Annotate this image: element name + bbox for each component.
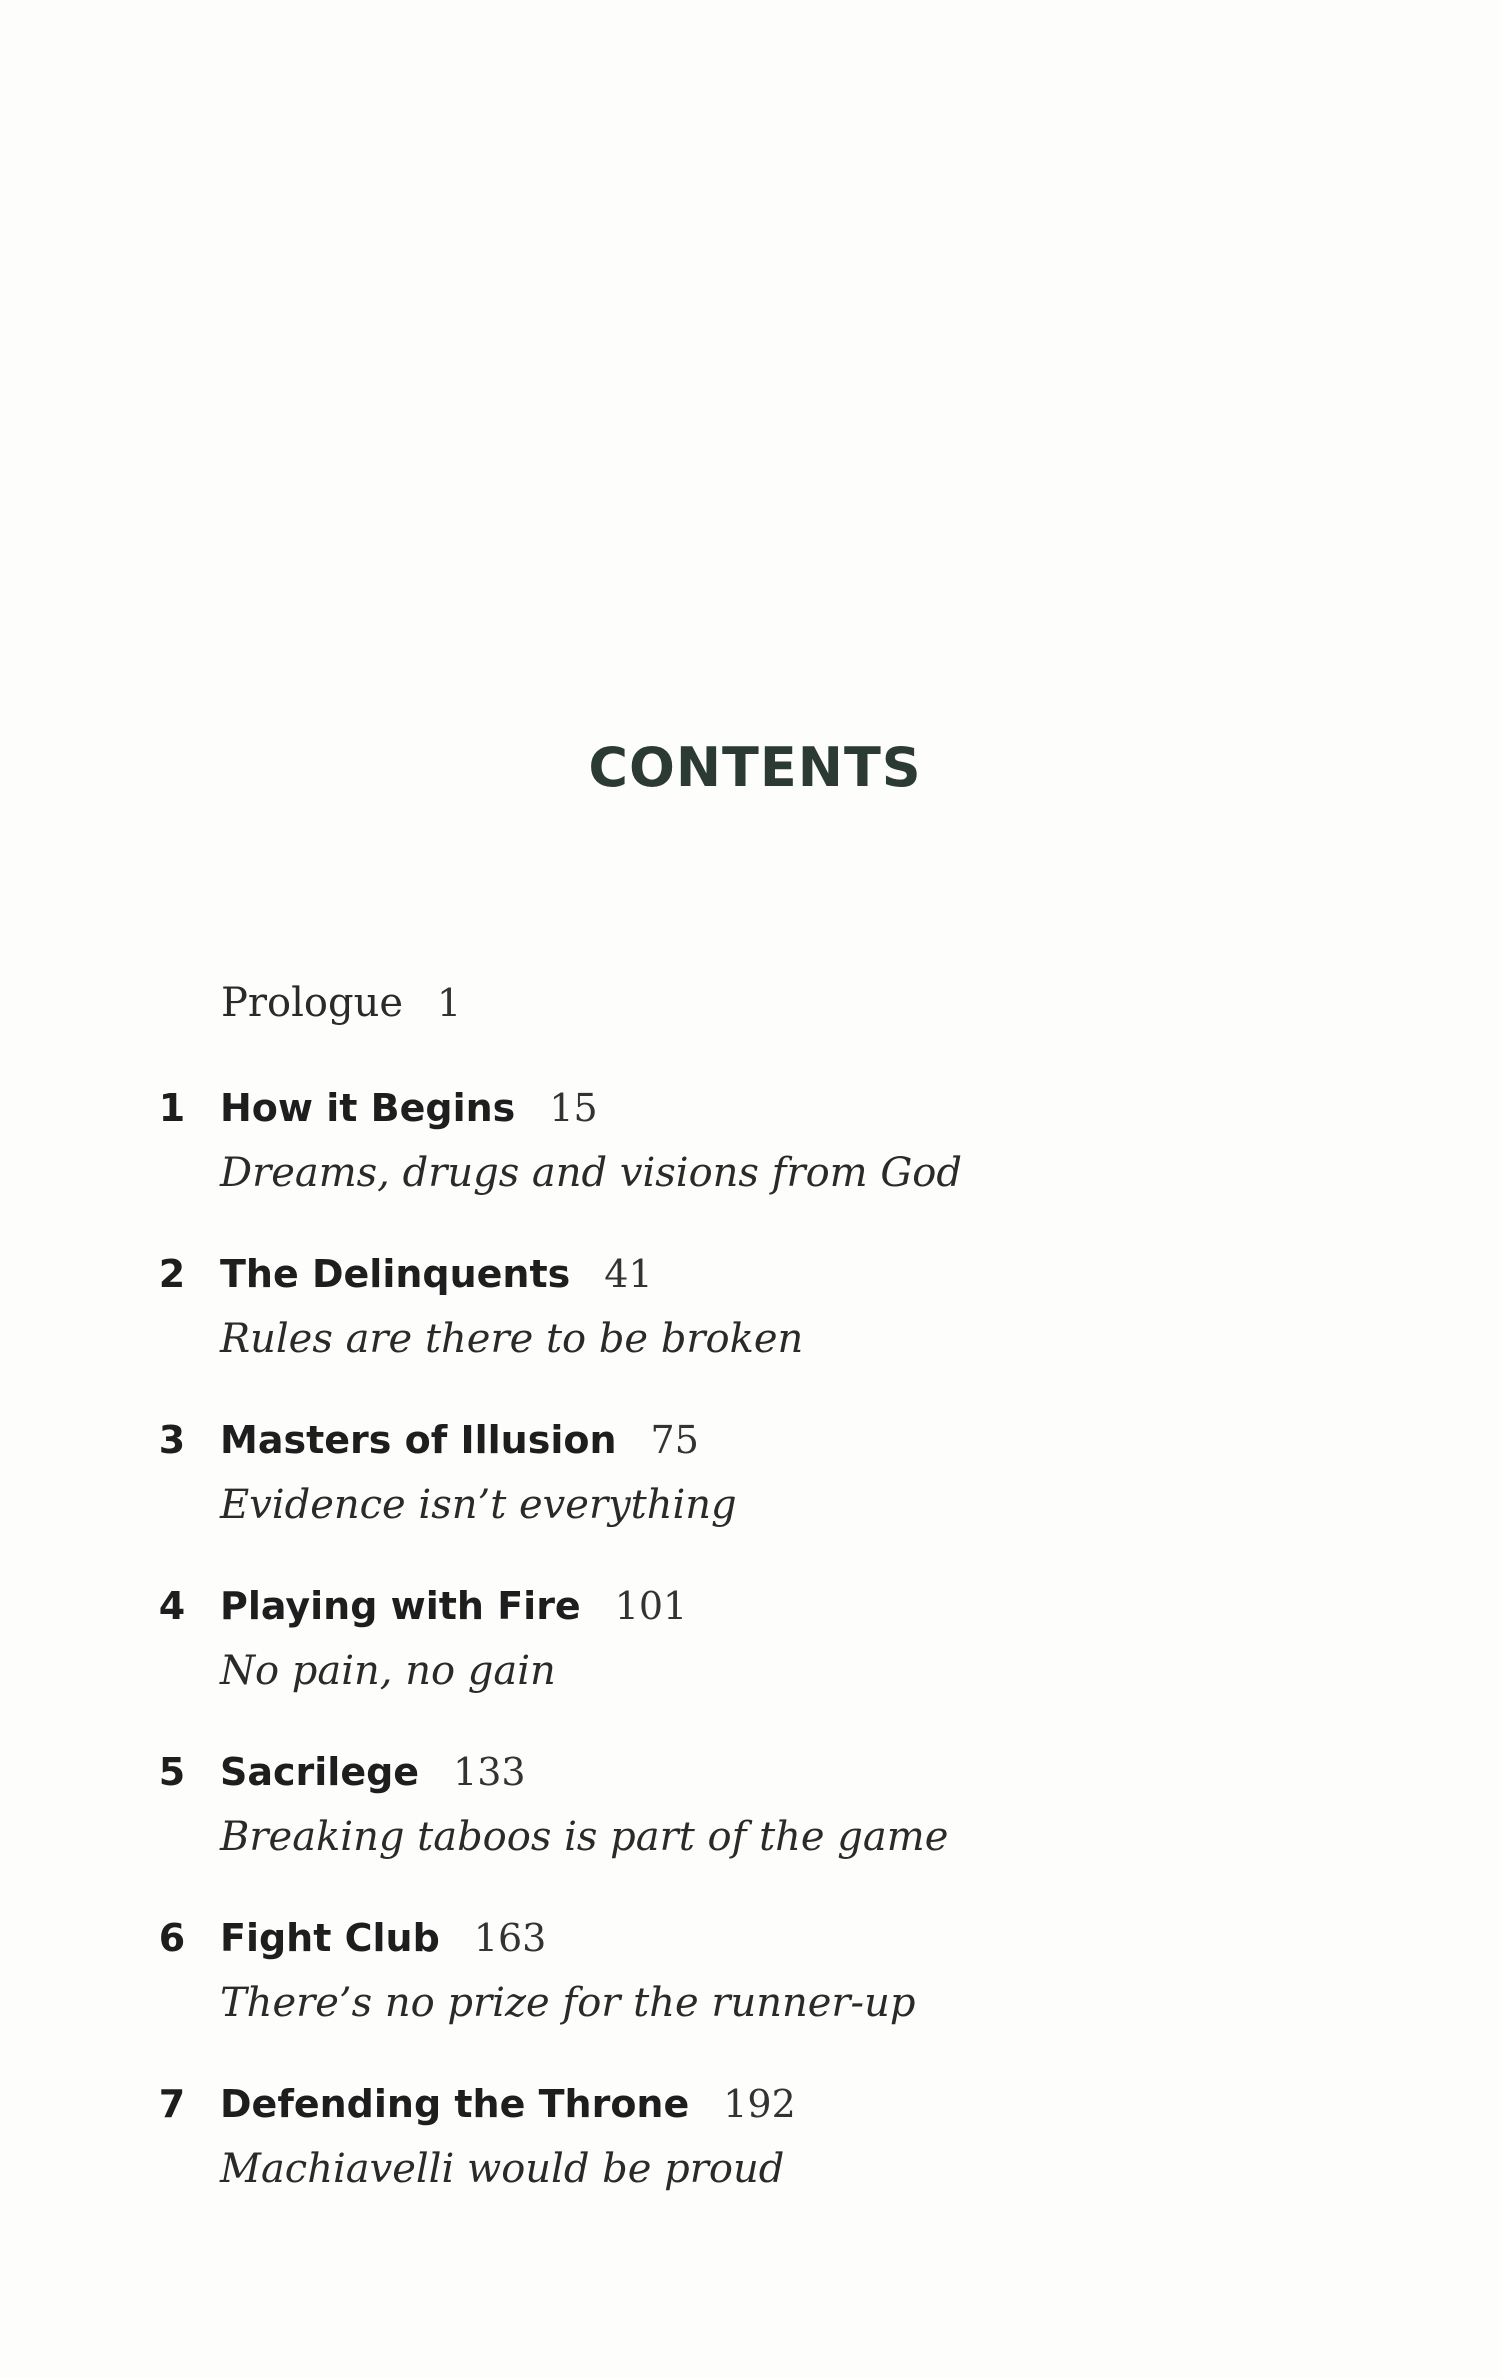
chapter-entry (0, 1750, 1500, 1870)
chapter-title-line (220, 1086, 598, 1130)
chapter-number: 5 (158, 1750, 186, 1794)
chapter-number: 7 (158, 2082, 186, 2126)
chapter-subtitle: Evidence isn’t everything (220, 1482, 737, 1528)
chapter-number: 1 (158, 1086, 186, 1130)
chapter-page-number: 75 (650, 1418, 699, 1462)
chapter-number: 3 (158, 1418, 186, 1462)
chapter-title-line (220, 1750, 526, 1794)
prologue-label: Prologue (221, 980, 404, 1026)
prologue-page-number: 1 (437, 981, 462, 1025)
chapter-page-number: 163 (473, 1916, 547, 1960)
chapter-title: How it Begins (220, 1086, 516, 1130)
chapter-title: The Delinquents (220, 1252, 571, 1296)
chapter-title-line (220, 1418, 699, 1462)
chapter-subtitle: There’s no prize for the runner-up (220, 1980, 916, 2026)
chapter-page-number: 133 (453, 1750, 526, 1794)
chapter-entry (0, 2082, 1500, 2202)
chapter-subtitle: Breaking taboos is part of the game (220, 1814, 949, 1860)
chapter-page-number: 15 (549, 1086, 598, 1130)
chapter-title: Fight Club (220, 1916, 440, 1960)
prologue-entry (221, 980, 461, 1026)
chapter-page-number: 192 (723, 2082, 796, 2126)
chapter-subtitle: Machiavelli would be proud (220, 2146, 785, 2192)
chapter-title: Sacrilege (220, 1750, 420, 1794)
chapter-title-line (220, 1252, 653, 1296)
chapter-title-line (220, 1584, 687, 1628)
chapter-entry (0, 1086, 1500, 1206)
chapter-number: 4 (158, 1584, 186, 1628)
chapter-entry (0, 1584, 1500, 1704)
chapter-number: 2 (158, 1252, 186, 1296)
chapter-subtitle: Rules are there to be broken (220, 1316, 804, 1362)
chapter-title-line (220, 2082, 796, 2126)
page-title: CONTENTS (588, 736, 922, 799)
chapter-title: Masters of Illusion (220, 1418, 617, 1462)
chapter-entry (0, 1418, 1500, 1538)
chapter-subtitle: Dreams, drugs and visions from God (220, 1150, 962, 1196)
chapter-subtitle: No pain, no gain (220, 1648, 556, 1694)
chapter-entry (0, 1252, 1500, 1372)
chapter-page-number: 41 (604, 1252, 653, 1296)
chapter-number: 6 (158, 1916, 186, 1960)
chapter-entry (0, 1916, 1500, 2036)
chapter-title-line (220, 1916, 546, 1960)
chapter-title: Playing with Fire (220, 1584, 581, 1628)
chapter-title: Defending the Throne (220, 2082, 690, 2126)
chapter-page-number: 101 (614, 1584, 688, 1628)
